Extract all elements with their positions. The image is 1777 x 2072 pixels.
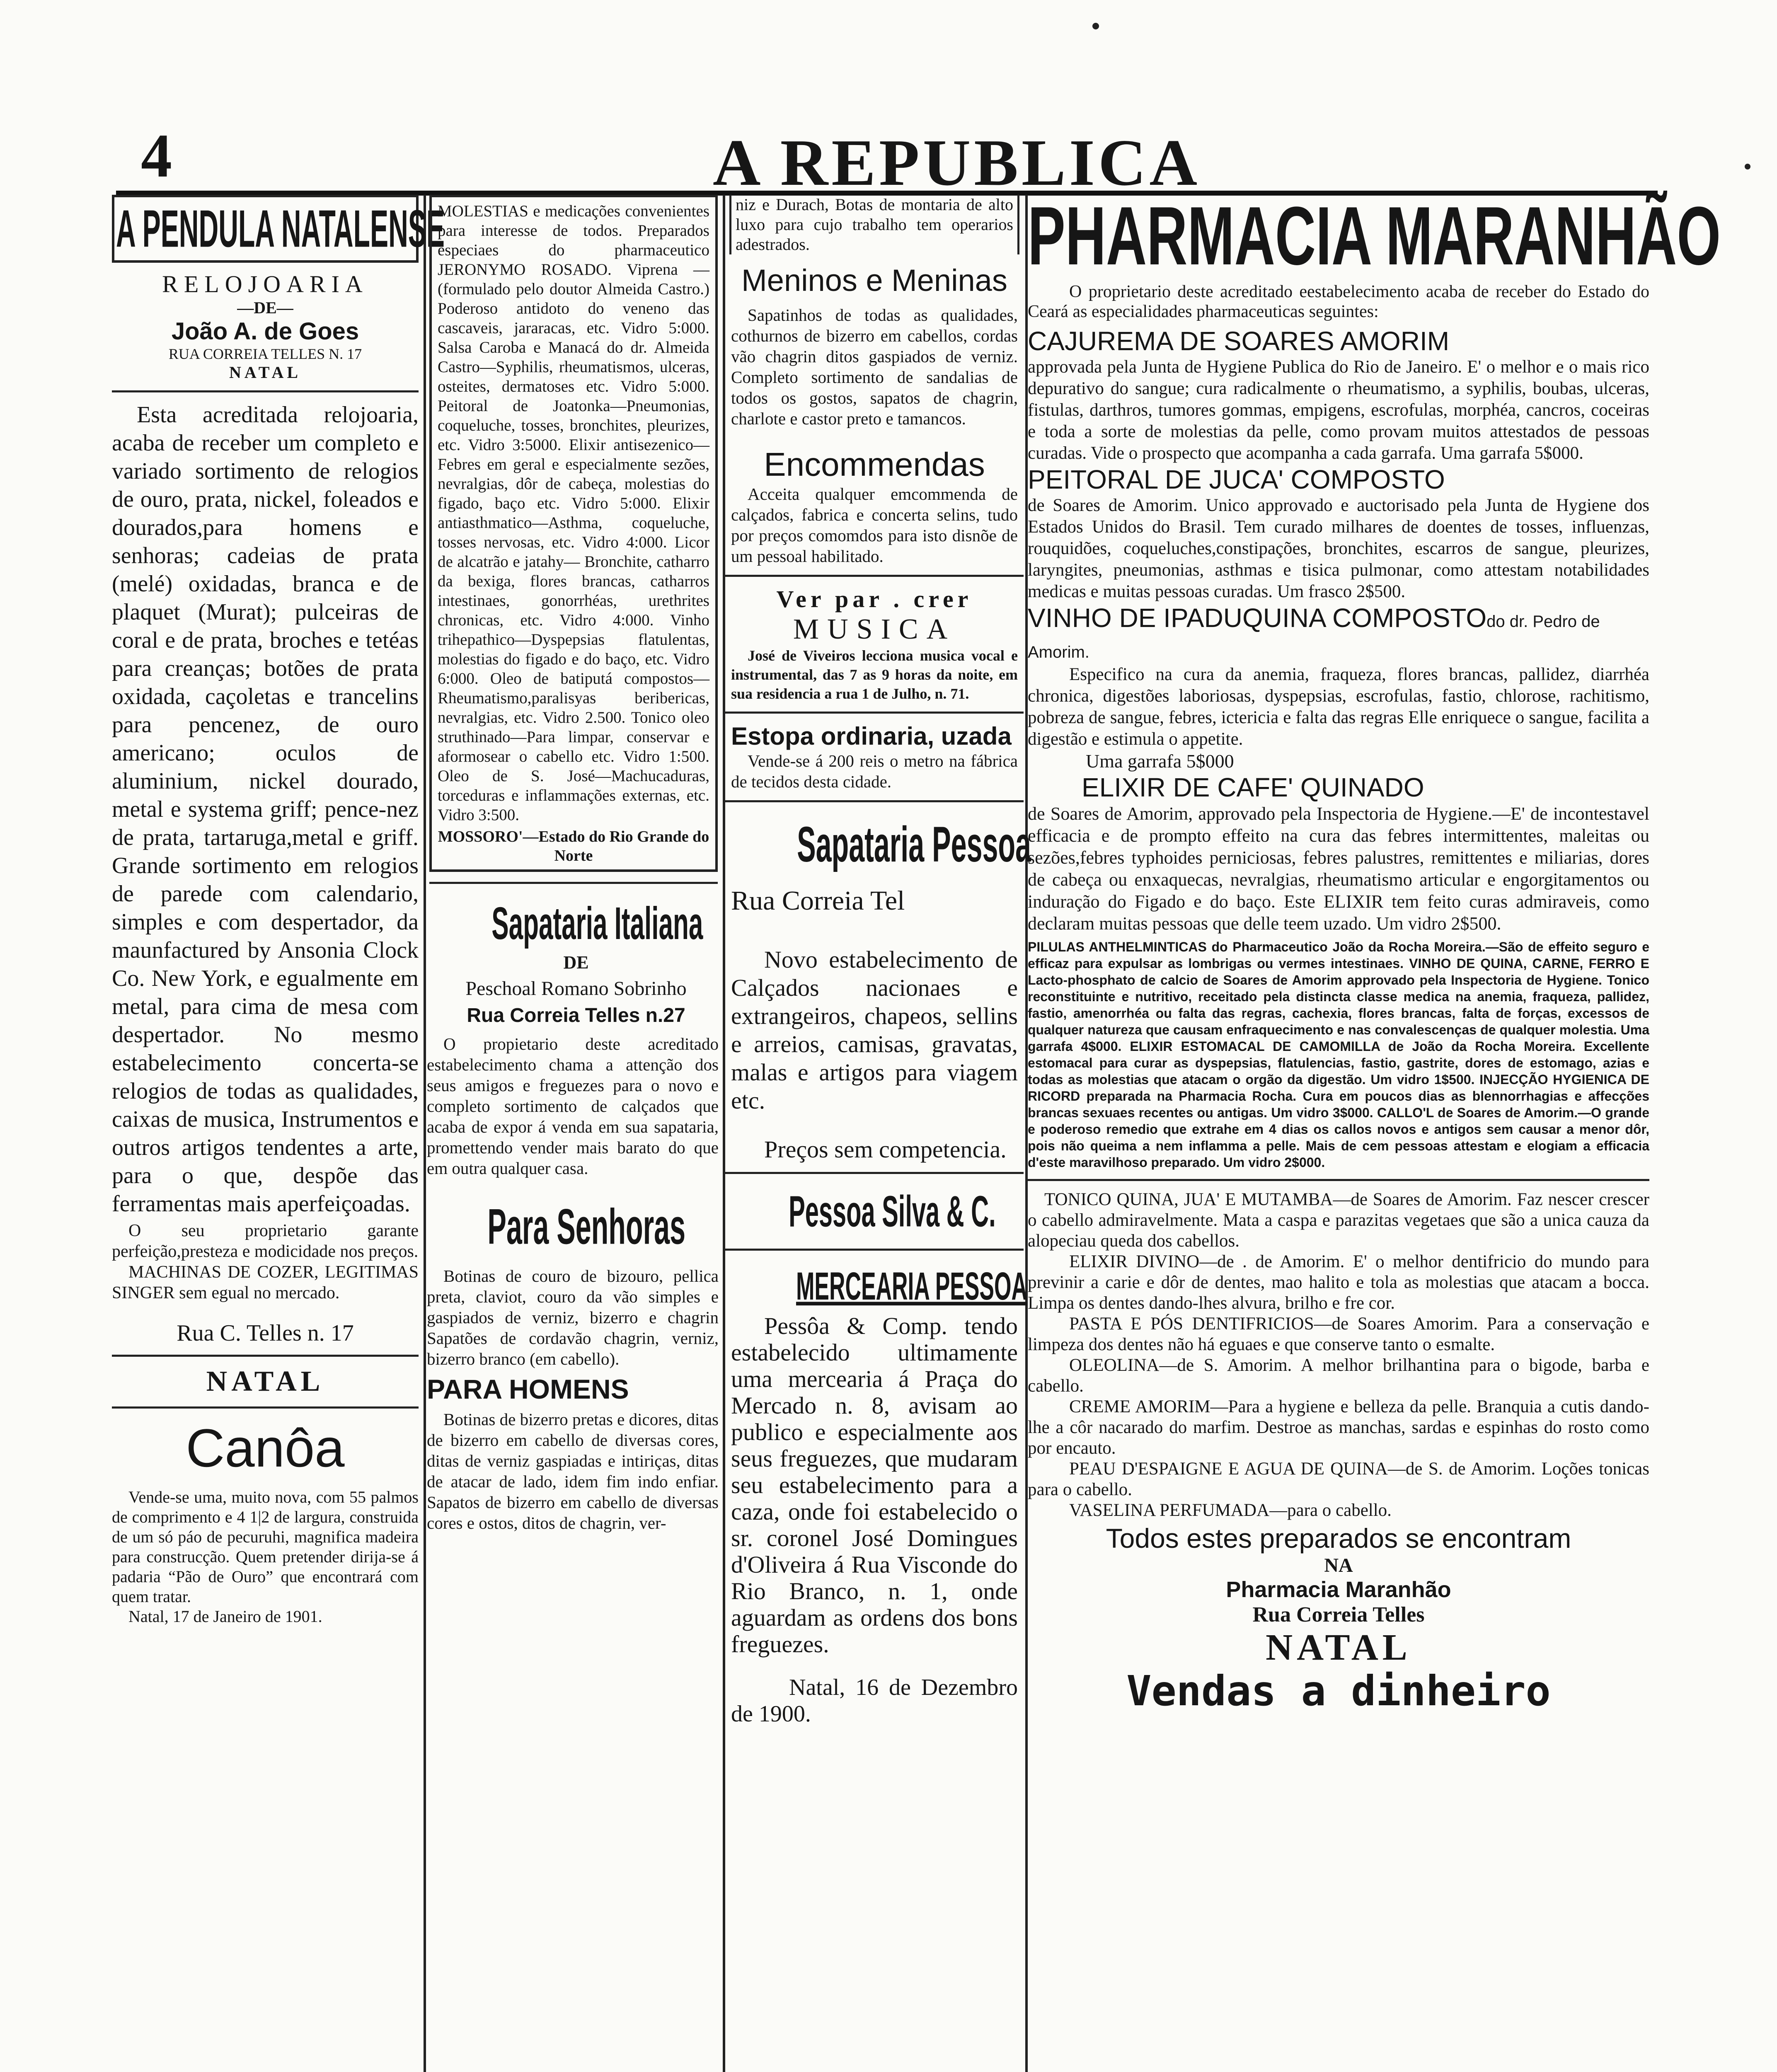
senhoras-title: Para Senhoras [487,1198,686,1255]
pendula-guarantee: O seu proprietario garante perfeição,presteza e modicidade nos preços. [112,1221,419,1261]
na-label: NA [1324,1554,1353,1576]
senhoras-body: Botinas de couro de bizouro, pellica preta, claviot, couro da vão simples e gaspiados de verniz, bizerro e chagrin Sapatões de cordavão chagrin, verniz, bizerro branco (em cabello). [427,1266,719,1368]
small-print-remedies: PILULAS ANTHELMINTICAS do Pharmaceutico João da Rocha Moreira.—São de effeito seguro e efficaz para expulsar as lombrigas ou vermes intestinaes. VINHO DE QUINA, CARNE, FERRO E Lacto-phosphato de calcio de Soares de Amorim approvado pela Inspectoria de Hygiene. Tonico reconstituinte e nutritivo, receitado pela distincta classe medica na anemia, fraqueza, pallidez, fastio, amenorrhéa ou falta das regras, cachexia, flores brancas, falta de forças, excessos de qualquer natureza que causam enfraquecimento e nas convalescenças de qualquer molestia. Uma garrafa 4$000. ELIXIR ESTOMACAL DE CAMOMILLA de João da Rocha Moreira. Excellente estomacal para curar as dyspepsias, flatulencias, fastio, gastrite, dores de estomago, azias e todas as molestias que atacam o orgão da digestão. Um vidro 1$500. INJECÇÃO HYGIENICA DE RICORD preparada na Pharmacia Rocha. Cura em poucos dias as blennorrhagias e affecções brancas sexuaes recentes ou antigas. Um vidro 3$000. CALLO'L de Soares de Amorim.—O grande e poderoso remedio que extrahe em 4 dias os callos novos e antigos sem causar a menor dôr, pois não queima a nem inflamma a pelle. Mais de cem pessoas attestam e elogiam a efficacia d'este maravilhoso preparado. Um vidro 2$000. [1028,939,1649,1170]
column-1 [112,195,445,2072]
masthead [116,121,1658,199]
sapataria-continuation-text: niz e Durach, Botas de montaria de alto luxo para cujo trabalho tem operarios adestrados. [736,195,1013,254]
rule [725,1249,1024,1251]
estopa-title: Estopa ordinaria, uzada [731,722,1012,750]
vinho-ipaduquina-body: Especifico na cura da anemia, fraqueza, flores brancas, pallidez, diarrhéa chronica, digestões laboriosas, dyspepsias, escrofulas, fastio, chlorose, rachitismo, pobreza de sangue, febres, ictericia e falta das regras Elle enriquece o sangue, facilita a digestão e estimula o appetite. [1028,665,1649,749]
mercearia-title-wrap [725,1259,1027,1313]
vinho-ipaduquina-author: do dr. Pedro de Amorim. [1028,612,1600,661]
rule [725,800,1024,802]
mercearia-title: MERCEARIA PESSOA [796,1264,1027,1308]
pessoa-body: Novo estabelecimento de Calçados nacionaes e extrangeiros, chapeos, sellins e arreios, camisas, gravatas, malas e artigos para viagem etc. [731,946,1018,1114]
italiano-de: DE [563,952,589,973]
de-label: —DE— [237,298,293,317]
column-4 [1028,190,1721,2072]
pessoa-precos: Preços sem competencia. [764,1136,1007,1163]
estopa-body: Vende-se á 200 reis o metro na fábrica de tecidos desta cidade. [731,751,1018,791]
canoa-title: Canôa [186,1418,345,1478]
elixir-divino: ELIXIR DIVINO—de . de Amorim. E' o melhor dentifricio do mundo para previnir a carie e dôr de dentes, mao halito e tola as molestias que atacam a bocca. Limpa os dentes dando-lhes alvura, brilho e fre cor. [1028,1252,1649,1313]
homens-title: PARA HOMENS [427,1374,629,1404]
cajurema-body: approvada pela Junta de Hygiene Publica do Rio de Janeiro. E' o melhor e o mais rico depurativo do sangue; cura radicalmente o rheumatismo, a syphilis, boubas, ulceras, fistulas, darthros, tumores gommas, empigens, escrofulas, morphéa, cancros, coceiras e toda a sorte de molestias da pelle, como provam muitos attestados de pessoas curadas. Vide o prospecto que acompanha a cada garrafa. Uma garrafa 5$000. [1028,357,1649,463]
rua-correia-telles: Rua Correia Telles [1252,1603,1425,1627]
newspaper-title: A REPUBLICA [713,126,1201,199]
pessoa-address: Rua Correia Tel [731,886,905,916]
sapataria-continuation [729,195,1019,254]
jeronymo-rosado-text: MOLESTIAS e medicações convenientes para interesse de todos. Preparados especiaes do pharmaceutico JERONYMO ROSADO. Viprena — (formulado pelo doutor Almeida Castro.) Poderoso antidoto do veneno das cascaveis, jararacas, etc. Vidro 5:000. Salsa Caroba e Manacá do dr. Almeida Castro—Syphilis, rheumatismos, ulceras, osteites, dermatoses etc. Vidro 5:000. Peitoral de Joatonka—Pneumonias, coqueluche, tosses, bronchites, pleurizes, etc. Vidro 3:5000. Elixir antisezenico—Febres em geral e especialmente sezões, nevralgias, dôr de cabeça, molestias do figado, baço etc. Vidro 5:000. Elixir antiasthmatico—Asthma, coqueluche, tosses nervosas, etc. Vidro 4:000. Licor de alcatrão e jatahy— Bronchite, catharro da bexiga, flores brancas, catharros intestinaes, gonorrhéas, urethrites chronicas, etc. Vidro 4:000. Vinho trihepathico—Dyspepsias flatulentas, molestias do figado e do baço, etc. Vidro 6:000. Oleo de batiputá compostos—Rheumatismo,paralisyas beribericas, nevralgias, etc. Vidro 2.500. Tonico oleo struthinado—Para limpar, conservar e aformosear o cabello etc. Vidro 1:500. Oleo de S. José—Machucaduras, torceduras e inflammações externas, etc. Vidro 3:500. [438,202,709,824]
musica-title: MUSICA [793,613,956,645]
rule [429,882,718,884]
relojoaria-label: RELOJOARIA [162,271,368,298]
italiano-title-wrap [427,894,725,952]
tonico-quina: TONICO QUINA, JUA' E MUTAMBA—de Soares de Amorim. Faz nescer crescer o cabello admiravelmente. Mata a caspa e parazitas vegetaes que são a unica cauza da alopeciau queda dos cabellos. [1028,1190,1649,1251]
pendula-street: Rua C. Telles n. 17 [177,1320,354,1346]
column-2 [427,195,725,2072]
rule [112,1355,419,1357]
canoa-body: Vende-se uma, muito nova, com 55 palmos de comprimento e 4 1|2 de largura, construida de um só páo de pecuruhi, magnifica madeira para construcção. Quem pretender dirija-se á padaria “Pão de Ouro” que encontrará com quem tratar. [112,1488,419,1606]
rule [725,575,1024,577]
peitoral-body: de Soares de Amorim. Unico approvado e auctorisado pela Junta de Hygiene dos Estados Unidos do Brasil. Tem curado milhares de doentes de tosses, influenzas, rouquidões, coqueluches,constipações, bronchites, escarros de sangue, pleurizes, laryngites, pneumonias, asthmas e tisica pulmonar, como attestam notabilidades medicas e muitas pessoas curadas. Um frasco 2$500. [1028,496,1649,601]
cajurema-title: CAJUREMA DE SOARES AMORIM [1028,326,1450,356]
italiano-title: Sapataria Italiana [491,898,703,949]
pessoa-silva-title: Pessoa Silva & C. [789,1187,996,1236]
todos-estes-preparados: Todos estes preparados se encontram [1106,1523,1571,1554]
natal-heading: NATAL [206,1365,324,1397]
owner-name: João A. de Goes [171,318,359,345]
rule [112,390,419,392]
pharmacia-title-wrap [1028,190,1721,282]
vaselina: VASELINA PERFUMADA—para o cabello. [1069,1501,1392,1520]
homens-body: Botinas de bizerro pretas e dicores, ditas de bizerro em cabello de diversas cores, ditas de verniz gaspiadas e intiriças, ditas de atacar de lado, idem fim indo enfiar. Sapatos de bizerro em cabello de diversas cores e ostos, ditos de chagrin, ver- [427,1410,719,1532]
column-divider [424,195,426,2072]
column-3 [725,195,1031,2072]
vendas-a-dinheiro: Vendas a dinheiro [1126,1667,1551,1715]
vinho-ipaduquina-title [1028,603,1649,664]
pharmacia-maranhao-footer: Pharmacia Maranhão [1226,1577,1451,1602]
ink-speck [1092,23,1099,29]
page-number: 4 [141,121,172,190]
jeronymo-rosado-footer: MOSSORO'—Estado do Rio Grande do Norte [438,828,709,864]
jeronymo-rosado-box [429,195,718,872]
oleolina: OLEOLINA—de S. Amorim. A melhor brilhantina para o bigode, barba e cabello. [1028,1356,1649,1396]
senhoras-title-wrap [427,1195,725,1257]
pendula-title: A PENDULA NATALENSE [116,199,445,259]
encommendas-body: Acceita qualquer emcommenda de calçados, fabrica e concerta selins, tudo por preços comomdos para isto disnõe de um pessoal habilitado. [731,484,1018,566]
rule [112,1406,419,1409]
pasta-pos: PASTA E PÓS DENTIFRICIOS—de Soares Amorim. Para a conservação e limpeza dos dentes não há eguaes e que conserve tanto o esmalte. [1028,1314,1649,1354]
peitoral-title: PEITORAL DE JUCA' COMPOSTO [1028,465,1445,494]
elixir-cafe-title: ELIXIR DE CAFE' QUINADO [1082,772,1424,802]
shop-city: NATAL [229,363,302,382]
vinho-ipaduquina-name: VINHO DE IPADUQUINA COMPOSTO [1028,603,1487,633]
vinho-ipaduquina-price: Uma garrafa 5$000 [1086,750,1234,772]
natal-footer: NATAL [1266,1627,1411,1668]
ink-speck [1745,164,1750,169]
pendula-body: Esta acreditada relojoaria, acaba de receber um completo e variado sortimento de relogios de ouro, prata, nickel, foleados e dourados,para homens e senhoras; cadeias de prata (melé) oxidadas, branca e de plaquet (Murat); pulceiras de coral e de prata, broches e tetéas para creanças; botões de prata oxidada, caçoletas e trancelins para pencenez, de ouro americano; oculos de aluminium, nickel dourado, metal e systema griff; pence-nez de prata, tartaruga,metal e griff. Grande sortimento em relogios de parede com calendario, simples e com despertador, da maunfactured by Ansonia Clock Co. New York, e egualmente em metal, para cima de mesa com despertador. No mesmo estabelecimento concerta-se relogios de todas as qualidades, caixas de musica, Instrumentos e outros artigos tendentes a arte, para o que, despõe das ferramentas mais aperfeiçoadas. [112,402,419,1217]
pendula-title-box [112,195,445,263]
meninos-title: Meninos e Meninas [741,263,1007,298]
musica-body: José de Viveiros lecciona musica vocal e instrumental, das 7 as 9 horas da noite, em sua residencia a rua 1 de Julho, n. 71. [731,647,1018,702]
rule [1028,1179,1649,1181]
pessoa-title-wrap [725,811,1031,877]
encommendas-title: Encommendas [764,446,985,483]
italiano-owner: Peschoal Romano Sobrinho [465,978,687,1000]
italiano-body: O propietario deste acreditado estabelecimento chama a attenção dos seus amigos e freguezes para o novo e completo sortimento de calçados que acaba de expor á venda em sua sapataria, promettendo vender mais barato do que em outra qualquer casa. [427,1034,719,1178]
italiano-address: Rua Correia Telles n.27 [467,1005,685,1026]
singer-notice: MACHINAS DE COZER, LEGITIMAS SINGER sem egual no mercado. [112,1263,419,1302]
silva-wrap [725,1182,1024,1240]
rule [725,1172,1024,1174]
rule [725,712,1024,714]
shop-address: RUA CORREIA TELLES N. 17 [168,346,362,362]
pharmacia-title: PHARMACIA MARANHÃO [1028,190,1721,282]
creme-amorim: CREME AMORIM—Para a hygiene e belleza da pelle. Branquia a cutis dando-lhe a côr nacarado do marfim. Destroe as manchas, sardas e espinhas do rosto como por encauto. [1028,1397,1649,1458]
meninos-body: Sapatinhos de todas as qualidades, cothurnos de bizerro em cabellos, cordas vão chagrin ditos gaspiados de verniz. Completo sortimento de sandalias de todos os gostos, sapatos de chagrin, charlote e castor preto e tamancos. [731,305,1018,428]
peau-despaigne: PEAU D'ESPAIGNE E AGUA DE QUINA—de S. de Amorim. Loções tonicas para o cabello. [1028,1459,1649,1499]
pharmacia-intro: O proprietario deste acreditado eestabelecimento acaba de receber do Estado do Ceará as especialidades pharmaceuticas seguintes: [1028,282,1649,321]
pessoa-title: Sapataria Pessoa [797,816,1031,873]
mercearia-body: Pessôa & Comp. tendo estabelecido ultimamente uma mercearia á Praça do Mercado n. 8, avisam ao publico e especialmente aos seus freguezes, que mudaram seu estabelecimento para a caza, onde foi estabelecido o sr. coronel José Domingues d'Oliveira á Rua Visconde do Rio Branco, n. 1, onde aguardam as ordens dos bons freguezes. [731,1312,1018,1658]
mercearia-date: Natal, 16 de Dezembro de 1900. [731,1675,1018,1727]
canoa-date: Natal, 17 de Janeiro de 1901. [128,1607,322,1626]
elixir-cafe-body: de Soares de Amorim, approvado pela Inspectoria de Hygiene.—E' de incontestavel efficacia e de prompto effeito na cura das febres intermittentes, maleitas ou sezões,febres typhoides perniciosas, febres palustres, remittentes e miliarias, dores de cabeça ou enxaquecas, nevralgias, rheumatismo articular e engorgitamentos ou induração do Figado e do baço. Este ELIXIR tem feito curas admiraveis, como declaram muitas pessoas que delle teem uzado. Um vidro 2$500. [1028,804,1649,934]
ver-para-crer: Ver par . crer [776,586,973,612]
